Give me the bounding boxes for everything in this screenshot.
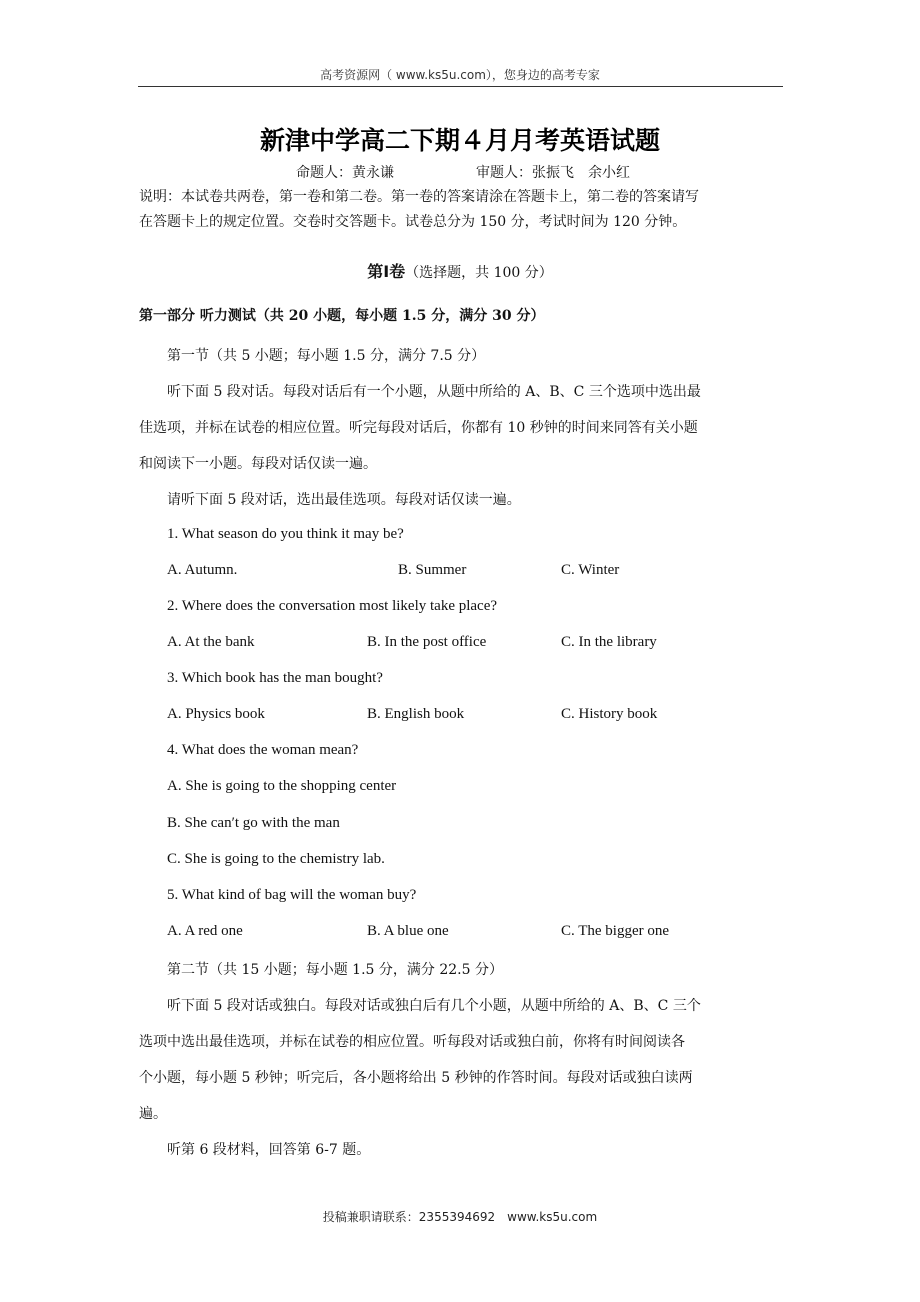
section-2-directions-line: 听下面 5 段对话或独白。每段对话或独白后有几个小题，从题中所给的 A、B、C 三个 <box>167 998 701 1014</box>
question-stem: 5. What kind of bag will the woman buy? <box>167 887 417 903</box>
option-c: C. History book <box>561 706 658 722</box>
option-a: A. She is going to the shopping center <box>167 778 397 794</box>
option-c: C. Winter <box>561 562 620 578</box>
section-2-directions-line: 遍。 <box>139 1106 167 1122</box>
option-b: B. She can′t go with the man <box>167 815 340 831</box>
section-1-directions-line: 听下面 5 段对话。每段对话后有一个小题，从题中所给的 A、B、C 三个选项中选出最 <box>167 384 701 400</box>
section-2-directions-line: 个小题，每小题 5 秒钟；听完后，各小题将给出 5 秒钟的作答时间。每段对话或独白读两 <box>139 1070 693 1086</box>
section-1-directions-line: 和阅读下一小题。每段对话仅读一遍。 <box>139 456 377 472</box>
material-6-prompt: 听第 6 段材料，回答第 6-7 题。 <box>167 1142 371 1158</box>
option-b: B. English book <box>367 706 465 722</box>
option-c: C. The bigger one <box>561 923 670 939</box>
option-a: A. At the bank <box>167 634 255 650</box>
volume-1-label: 第Ⅰ卷 <box>367 262 406 281</box>
option-c: C. In the library <box>561 634 657 650</box>
option-b: B. Summer <box>398 562 467 578</box>
option-a: A. Physics book <box>167 706 265 722</box>
option-c: C. She is going to the chemistry lab. <box>167 851 385 867</box>
setter-name: 命题人：黄永谦 <box>296 165 394 181</box>
volume-1-detail: （选择题，共 100 分） <box>405 265 553 281</box>
header-divider <box>138 86 783 87</box>
section-2-directions-line: 选项中选出最佳选项，并标在试卷的相应位置。听每段对话或独白前，你将有时间阅读各 <box>139 1034 685 1050</box>
page-header: 高考资源网（ www.ks5u.com），您身边的高考专家 <box>320 68 600 82</box>
section-1-heading: 第一节（共 5 小题；每小题 1.5 分，满分 7.5 分） <box>167 348 486 364</box>
instructions-line-2: 在答题卡上的规定位置。交卷时交答题卡。试卷总分为 150 分，考试时间为 120 分钟。 <box>139 214 687 230</box>
question-stem: 4. What does the woman mean? <box>167 742 359 758</box>
page-footer: 投稿兼职请联系：2355394692 www.ks5u.com <box>322 1210 598 1224</box>
reviewer-names: 审题人：张振飞 余小红 <box>476 165 630 181</box>
question-stem: 2. Where does the conversation most likely take place? <box>167 598 498 614</box>
option-a: A. A red one <box>167 923 243 939</box>
question-stem: 3. Which book has the man bought? <box>167 670 383 686</box>
question-stem: 1. What season do you think it may be? <box>167 526 404 542</box>
option-b: B. In the post office <box>367 634 487 650</box>
section-2-heading: 第二节（共 15 小题；每小题 1.5 分，满分 22.5 分） <box>167 962 503 978</box>
option-b: B. A blue one <box>367 923 449 939</box>
section-1-prompt: 请听下面 5 段对话，选出最佳选项。每段对话仅读一遍。 <box>167 492 521 508</box>
option-a: A. Autumn. <box>167 562 238 578</box>
section-1-directions-line: 佳选项，并标在试卷的相应位置。听完每段对话后，你都有 10 秒钟的时间来同答有关小题 <box>139 420 698 436</box>
volume-1-heading <box>0 259 920 282</box>
exam-title: 新津中学高二下期４月月考英语试题 <box>259 126 660 155</box>
instructions-line-1: 说明：本试卷共两卷，第一卷和第二卷。第一卷的答案请涂在答题卡上，第二卷的答案请写 <box>139 189 699 205</box>
part-1-heading: 第一部分 听力测试（共 20 小题，每小题 1.5 分，满分 30 分） <box>139 308 545 324</box>
